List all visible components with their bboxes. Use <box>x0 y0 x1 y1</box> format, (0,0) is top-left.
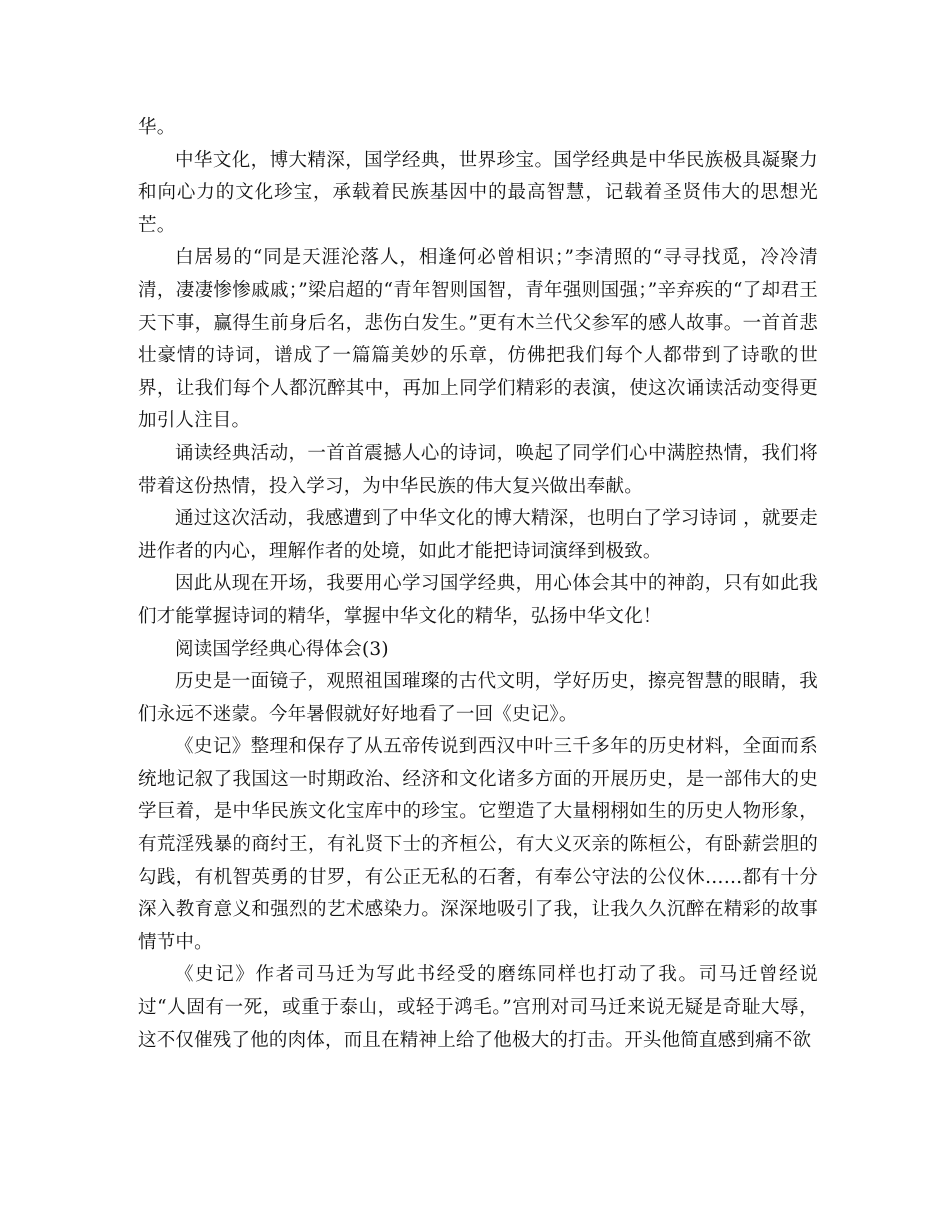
paragraph: 《史记》整理和保存了从五帝传说到西汉中叶三千多年的历史材料，全面而系统地记叙了我国这一时期政治、经济和文化诸多方面的开展历史，是一部伟大的史学巨着，是中华民族文化宝库中的珍宝。它塑造了大量栩栩如生的历史人物形象，有荒淫残暴的商纣王，有礼贤下士的齐桓公，有大义灭亲的陈桓公，有卧薪尝胆的勾践，有机智英勇的甘罗，有公正无私的石奢，有奉公守法的公仪休……都有十分深入教育意义和强烈的艺术感染力。深深地吸引了我，让我久久沉醉在精彩的故事情节中。 <box>138 736 818 953</box>
paragraph: 历史是一面镜子，观照祖国璀璨的古代文明，学好历史，擦亮智慧的眼睛，我们永远不迷蒙。今年暑假就好好地看了一回《史记》。 <box>138 671 818 725</box>
document-body <box>138 112 818 1057</box>
paragraph: 诵读经典活动，一首首震撼人心的诗词，唤起了同学们心中满腔热情，我们将带着这份热情，投入学习，为中华民族的伟大复兴做出奉献。 <box>138 442 818 497</box>
section-heading: 阅读国学经典心得体会(3) <box>175 638 389 660</box>
paragraph: 通过这次活动，我感遭到了中华文化的博大精深，也明白了学习诗词 ，就要走进作者的内心，理解作者的处境，如此才能把诗词演绎到极致。 <box>138 508 818 562</box>
paragraph-continuation: 华。 <box>138 117 176 138</box>
paragraph: 《史记》作者司马迁为写此书经受的磨练同样也打动了我。司马迁曾经说过“人固有一死，或重于泰山，或轻于鸿毛。”宫刑对司马迁来说无疑是奇耻大辱，这不仅催残了他的肉体，而且在精神上给了他极大的打击。开头他简直感到痛不欲 <box>138 964 818 1051</box>
paragraph: 白居易的“同是天涯沦落人，相逢何必曾相识；”李清照的“寻寻找觅，冷冷清清，凄凄惨惨戚戚；”梁启超的“青年智则国智，青年强则国强；”辛弃疾的“了却君王天下事，赢得生前身后名，悲伤白发生。”更有木兰代父参军的感人故事。一首首悲壮豪情的诗词，谱成了一篇篇美妙的乐章，仿佛把我们每个人都带到了诗歌的世界，让我们每个人都沉醉其中，再加上同学们精彩的表演，使这次诵读活动变得更加引人注目。 <box>138 247 818 432</box>
paragraph: 因此从现在开场，我要用心学习国学经典，用心体会其中的神韵，只有如此我们才能掌握诗词的精华，掌握中华文化的精华，弘扬中华文化！ <box>138 573 818 627</box>
paragraph: 中华文化，博大精深，国学经典，世界珍宝。国学经典是中华民族极具凝聚力和向心力的文化珍宝，承载着民族基因中的最高智慧，记载着圣贤伟大的思想光芒。 <box>138 149 818 236</box>
